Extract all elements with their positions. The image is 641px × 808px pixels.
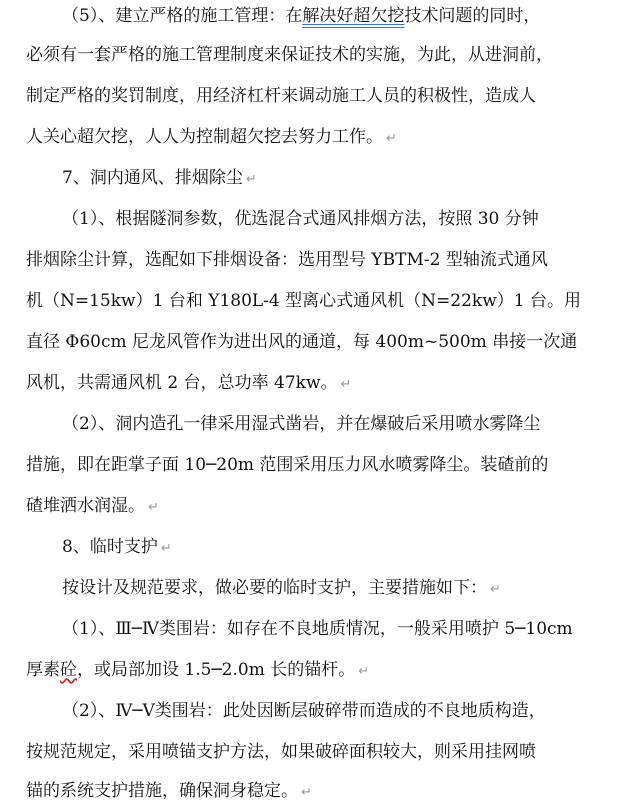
- para-8-2-line-3: [26, 776, 312, 806]
- paragraph-mark-icon: ↵: [340, 377, 352, 392]
- underlined-phrase: 解决好超欠挖: [302, 6, 405, 26]
- spellcheck-flagged-word: 砼: [60, 660, 77, 680]
- paragraph-mark-icon: ↵: [358, 664, 370, 679]
- para-text: 风机，共需通风机 2 台，总功率 47kw。: [26, 373, 338, 393]
- para-7-1-line-4: 直径 Φ60cm 尼龙风管作为进出风的通道，每 400m~500m 串接一次通: [26, 332, 578, 352]
- para-text: 按设计及规范要求，做必要的临时支护，主要措施如下：: [62, 578, 487, 598]
- para-5-line-2: 必须有一套严格的施工管理制度来保证技术的实施，为此，从进洞前，: [26, 45, 553, 65]
- para-5-text: 人关心超欠挖，人人为控制超欠挖去努力工作。: [26, 127, 383, 147]
- para-8-1-line-2: [26, 655, 369, 685]
- para-8-2-line-2: 按规范规定，采用喷锚支护方法，如果破碎面积较大，则采用挂网喷: [26, 742, 536, 762]
- para-7-2-line-1: （2）、洞内造孔一律采用湿式凿岩，并在爆破后采用喷水雾降尘: [62, 414, 541, 434]
- para-7-1-line-2: 排烟除尘计算，选配如下排烟设备：选用型号 YBTM-2 型轴流式通风: [26, 250, 548, 270]
- para-5-line-3: 制定严格的奖罚制度，用经济杠杆来调动施工人员的积极性，造成人: [26, 86, 536, 106]
- para-5-line-4: [26, 122, 397, 152]
- para-7-1-line-1: （1）、根据隧洞参数，优选混合式通风排烟方法，按照 30 分钟: [62, 209, 539, 229]
- para-text: ，或局部加设 1.5─2.0m 长的锚杆。: [77, 660, 356, 680]
- para-5-line-1: [62, 1, 540, 31]
- heading-text: 8、临时支护: [62, 537, 158, 557]
- para-7-2-line-3: [26, 491, 159, 521]
- paragraph-mark-icon: ↵: [490, 582, 501, 597]
- paragraph-mark-icon: ↵: [160, 541, 172, 556]
- heading-text: 7、洞内通风、排烟除尘: [62, 168, 243, 188]
- section-7-heading: [62, 163, 257, 193]
- para-7-1-line-3: 机（N=15kw）1 台和 Y180L-4 型离心式通风机（N=22kw）1 台。用: [26, 291, 581, 311]
- para-text: 锚的系统支护措施，确保洞身稳定。: [26, 781, 298, 801]
- para-8-1-line-1: （1）、Ⅲ─Ⅳ类围岩：如存在不良地质情况，一般采用喷护 5─10cm: [62, 619, 573, 639]
- paragraph-mark-icon: ↵: [301, 785, 312, 800]
- para-5-text: （5）、建立严格的施工管理：在: [62, 6, 303, 26]
- paragraph-mark-icon: ↵: [148, 500, 159, 515]
- section-8-intro: [62, 573, 501, 603]
- para-text: 碴堆洒水润湿。: [26, 496, 145, 516]
- para-8-2-line-1: （2）、Ⅳ─Ⅴ类围岩：此处因断层破碎带而造成的不良地质构造，: [62, 701, 546, 721]
- section-8-heading: [62, 532, 172, 562]
- para-7-1-line-5: [26, 368, 351, 398]
- para-text: 厚素: [26, 660, 60, 680]
- para-5-text: 技术问题的同时，: [404, 6, 541, 26]
- paragraph-mark-icon: ↵: [386, 131, 397, 146]
- paragraph-mark-icon: ↵: [245, 172, 257, 187]
- para-7-2-line-2: 措施，即在距掌子面 10─20m 范围采用压力风水喷雾降尘。装碴前的: [26, 455, 549, 475]
